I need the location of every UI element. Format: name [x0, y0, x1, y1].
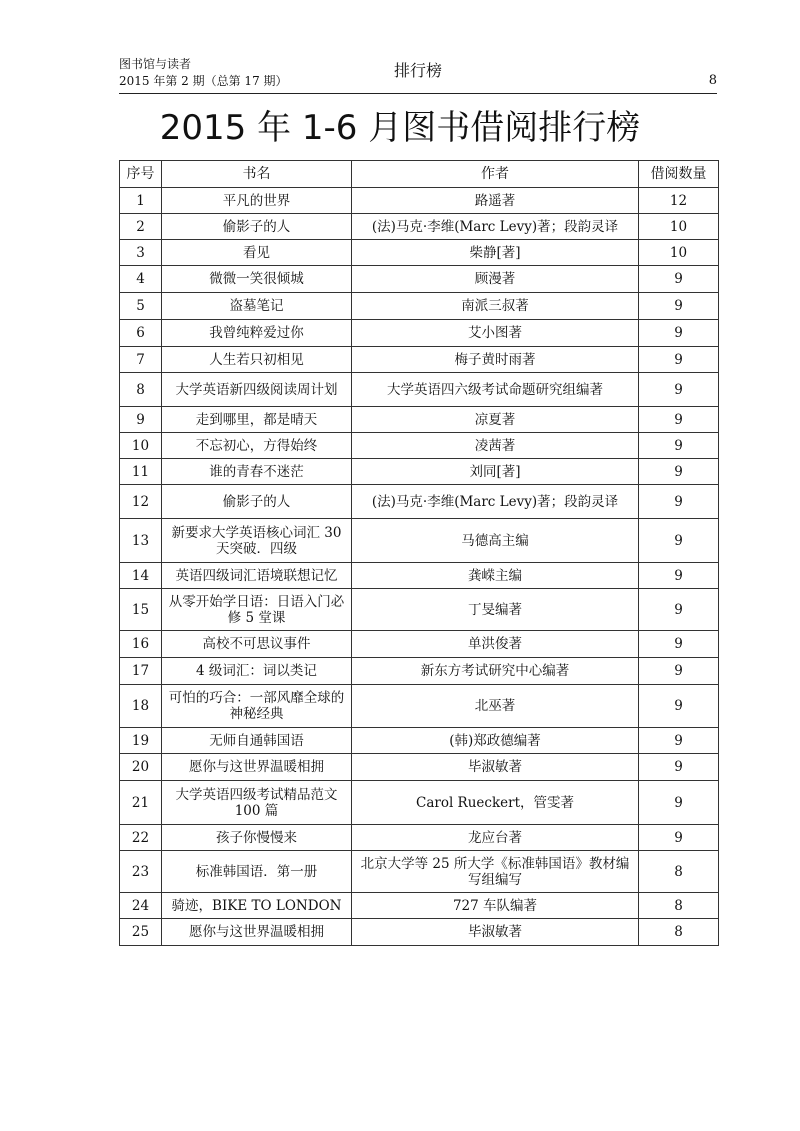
book-title-cell: 我曾纯粹爱过你: [162, 320, 352, 347]
book-title-cell: 走到哪里，都是晴天: [162, 407, 352, 433]
borrow-count-cell: 9: [639, 631, 719, 658]
author-cell: 新东方考试研究中心编著: [352, 658, 639, 685]
author-cell: 龙应台著: [352, 825, 639, 851]
table-row: [120, 188, 719, 214]
book-title-cell: 微微一笑很倾城: [162, 266, 352, 293]
row-number-cell: 23: [120, 851, 162, 893]
borrow-count-cell: 8: [639, 851, 719, 893]
author-cell: 路遥著: [352, 188, 639, 214]
table-row: [120, 631, 719, 658]
borrow-count-cell: 9: [639, 433, 719, 459]
borrow-count-cell: 10: [639, 240, 719, 266]
borrow-count-cell: 9: [639, 685, 719, 728]
author-cell: (法)马克·李维(Marc Levy)著；段韵灵译: [352, 485, 639, 519]
book-title-cell: 4 级词汇：词以类记: [162, 658, 352, 685]
row-number-cell: 21: [120, 781, 162, 825]
borrow-count-cell: 9: [639, 266, 719, 293]
table-row: [120, 485, 719, 519]
book-title-cell: 大学英语四级考试精品范文 100 篇: [162, 781, 352, 825]
row-number-cell: 1: [120, 188, 162, 214]
table-row: [120, 781, 719, 825]
table-row: [120, 293, 719, 320]
borrow-count-cell: 9: [639, 658, 719, 685]
row-number-cell: 18: [120, 685, 162, 728]
author-cell: 北京大学等 25 所大学《标准韩国语》教材编写组编写: [352, 851, 639, 893]
row-number-cell: 24: [120, 893, 162, 919]
book-title-cell: 英语四级词汇语境联想记忆: [162, 563, 352, 589]
borrow-count-cell: 9: [639, 781, 719, 825]
author-cell: 毕淑敏著: [352, 919, 639, 946]
borrow-count-cell: 9: [639, 825, 719, 851]
book-title-cell: 新要求大学英语核心词汇 30 天突破．四级: [162, 519, 352, 563]
page-number: 8: [708, 73, 717, 88]
table-row: [120, 519, 719, 563]
author-cell: 梅子黄时雨著: [352, 347, 639, 373]
row-number-cell: 9: [120, 407, 162, 433]
borrow-count-cell: 9: [639, 373, 719, 407]
column-header-count: 借阅数量: [639, 161, 719, 188]
author-cell: 毕淑敏著: [352, 754, 639, 781]
author-cell: 727 车队编著: [352, 893, 639, 919]
table-row: [120, 563, 719, 589]
book-title-cell: 愿你与这世界温暖相拥: [162, 754, 352, 781]
column-header-no: 序号: [120, 161, 162, 188]
row-number-cell: 6: [120, 320, 162, 347]
table-row: [120, 589, 719, 631]
column-header-title: 书名: [162, 161, 352, 188]
author-cell: 南派三叔著: [352, 293, 639, 320]
book-title-cell: 无师自通韩国语: [162, 728, 352, 754]
row-number-cell: 15: [120, 589, 162, 631]
borrow-count-cell: 9: [639, 485, 719, 519]
table-row: [120, 919, 719, 946]
book-title-cell: 愿你与这世界温暖相拥: [162, 919, 352, 946]
journal-name: 图书馆与读者: [119, 57, 192, 71]
row-number-cell: 5: [120, 293, 162, 320]
page-header: [119, 56, 717, 94]
book-title-cell: 从零开始学日语：日语入门必修 5 堂课: [162, 589, 352, 631]
row-number-cell: 14: [120, 563, 162, 589]
author-cell: Carol Rueckert，管雯著: [352, 781, 639, 825]
table-row: [120, 347, 719, 373]
table-row: [120, 685, 719, 728]
book-title-cell: 可怕的巧合：一部风靡全球的神秘经典: [162, 685, 352, 728]
book-title-cell: 平凡的世界: [162, 188, 352, 214]
author-cell: 单洪俊著: [352, 631, 639, 658]
borrow-count-cell: 8: [639, 919, 719, 946]
author-cell: 马德高主编: [352, 519, 639, 563]
author-cell: 丁旻编著: [352, 589, 639, 631]
book-title-cell: 孩子你慢慢来: [162, 825, 352, 851]
borrow-count-cell: 9: [639, 459, 719, 485]
author-cell: 顾漫著: [352, 266, 639, 293]
table-row: [120, 728, 719, 754]
row-number-cell: 16: [120, 631, 162, 658]
author-cell: 柴静[著]: [352, 240, 639, 266]
table-row: [120, 240, 719, 266]
table-row: [120, 407, 719, 433]
author-cell: 凉夏著: [352, 407, 639, 433]
table-row: [120, 266, 719, 293]
issue-label: 2015 年第 2 期（总第 17 期）: [119, 74, 288, 88]
author-cell: 刘同[著]: [352, 459, 639, 485]
book-title-cell: 看见: [162, 240, 352, 266]
borrow-count-cell: 9: [639, 754, 719, 781]
row-number-cell: 10: [120, 433, 162, 459]
table-row: [120, 433, 719, 459]
table-row: [120, 658, 719, 685]
author-cell: (韩)郑政德编著: [352, 728, 639, 754]
header-divider: [119, 93, 717, 94]
section-label: 排行榜: [393, 61, 442, 80]
table-row: [120, 320, 719, 347]
table-row: [120, 459, 719, 485]
row-number-cell: 12: [120, 485, 162, 519]
book-title-cell: 偷影子的人: [162, 485, 352, 519]
book-title-cell: 盗墓笔记: [162, 293, 352, 320]
book-title-cell: 不忘初心，方得始终: [162, 433, 352, 459]
borrow-count-cell: 9: [639, 728, 719, 754]
borrow-count-cell: 12: [639, 188, 719, 214]
table-header-row: [120, 161, 719, 188]
table-row: [120, 825, 719, 851]
borrow-count-cell: 9: [639, 519, 719, 563]
author-cell: 龚嵘主编: [352, 563, 639, 589]
book-title-cell: 骑迹，BIKE TO LONDON: [162, 893, 352, 919]
table-row: [120, 214, 719, 240]
borrow-count-cell: 10: [639, 214, 719, 240]
table-row: [120, 893, 719, 919]
ranking-table: [119, 160, 719, 946]
author-cell: 北巫著: [352, 685, 639, 728]
borrow-count-cell: 9: [639, 407, 719, 433]
book-title-cell: 人生若只初相见: [162, 347, 352, 373]
author-cell: 艾小图著: [352, 320, 639, 347]
table-body: [120, 188, 719, 946]
row-number-cell: 22: [120, 825, 162, 851]
column-header-author: 作者: [352, 161, 639, 188]
row-number-cell: 3: [120, 240, 162, 266]
book-title-cell: 偷影子的人: [162, 214, 352, 240]
borrow-count-cell: 9: [639, 293, 719, 320]
page-title: 2015 年 1-6 月图书借阅排行榜: [159, 108, 641, 148]
row-number-cell: 25: [120, 919, 162, 946]
row-number-cell: 4: [120, 266, 162, 293]
borrow-count-cell: 9: [639, 320, 719, 347]
borrow-count-cell: 9: [639, 347, 719, 373]
borrow-count-cell: 9: [639, 563, 719, 589]
book-title-cell: 高校不可思议事件: [162, 631, 352, 658]
row-number-cell: 19: [120, 728, 162, 754]
book-title-cell: 谁的青春不迷茫: [162, 459, 352, 485]
row-number-cell: 8: [120, 373, 162, 407]
borrow-count-cell: 8: [639, 893, 719, 919]
author-cell: 凌茜著: [352, 433, 639, 459]
table-row: [120, 373, 719, 407]
table-row: [120, 851, 719, 893]
row-number-cell: 2: [120, 214, 162, 240]
table-row: [120, 754, 719, 781]
row-number-cell: 13: [120, 519, 162, 563]
borrow-count-cell: 9: [639, 589, 719, 631]
book-title-cell: 大学英语新四级阅读周计划: [162, 373, 352, 407]
author-cell: 大学英语四六级考试命题研究组编著: [352, 373, 639, 407]
book-title-cell: 标准韩国语．第一册: [162, 851, 352, 893]
row-number-cell: 17: [120, 658, 162, 685]
row-number-cell: 20: [120, 754, 162, 781]
author-cell: (法)马克·李维(Marc Levy)著；段韵灵译: [352, 214, 639, 240]
row-number-cell: 7: [120, 347, 162, 373]
row-number-cell: 11: [120, 459, 162, 485]
